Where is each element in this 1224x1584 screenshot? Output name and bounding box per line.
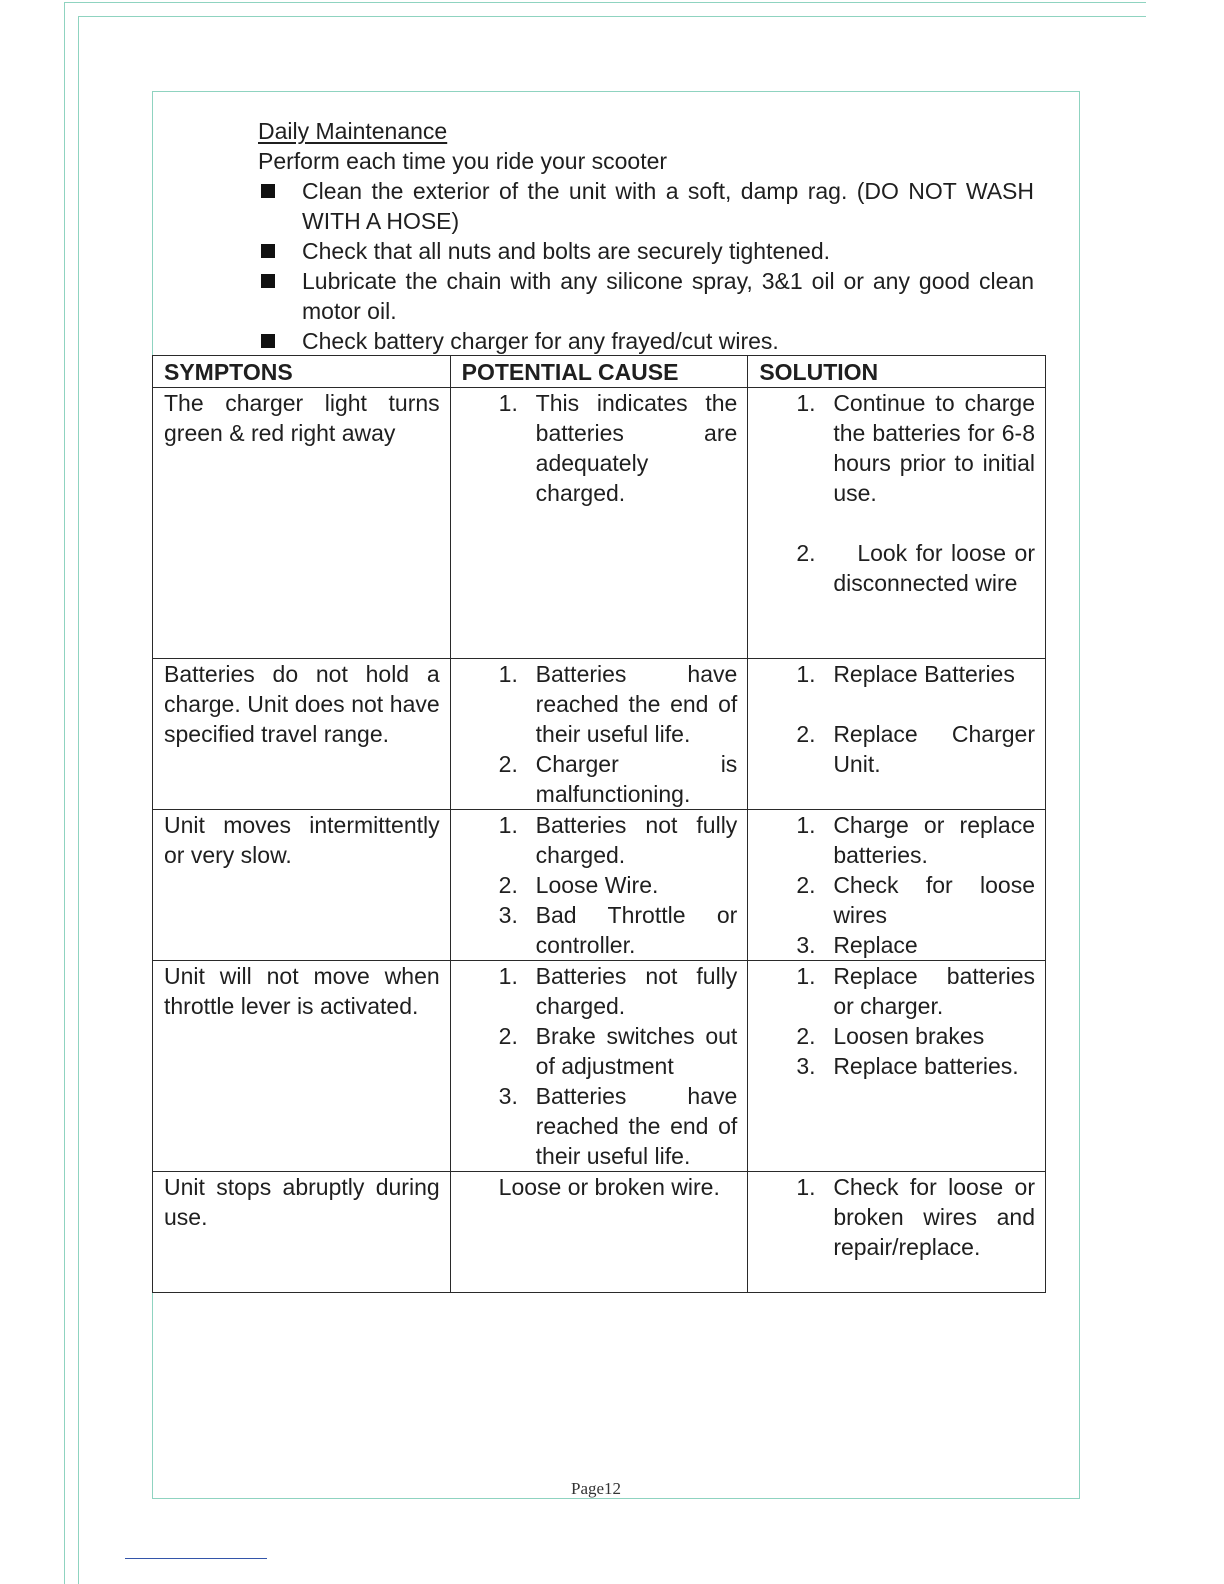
header-potential-cause: POTENTIAL CAUSE xyxy=(450,356,748,388)
left-rule-inner xyxy=(78,16,79,1584)
symptom-cell: Unit will not move when throttle lever is activated. xyxy=(153,961,451,1172)
troubleshooting-table xyxy=(152,355,1046,1293)
square-bullet-icon xyxy=(258,236,302,266)
cause-cell: Loose or broken wire. xyxy=(450,1172,748,1293)
symptom-cell: Batteries do not hold a charge. Unit does not have specified travel range. xyxy=(153,659,451,810)
table-row xyxy=(153,659,1046,810)
symptom-cell: The charger light turns green & red right away xyxy=(153,388,451,659)
header-solution: SOLUTION xyxy=(748,356,1046,388)
left-rule-outer xyxy=(64,2,65,1584)
table-row xyxy=(153,961,1046,1172)
solution-cell: 1. Continue to charge the batteries for 6-8 hours prior to initial use. 2. Look for loose or disconnected wire xyxy=(748,388,1046,659)
inner-top-rule xyxy=(78,16,1146,17)
cause-cell: 1. Batteries not fully charged. 2. Brake switches out of adjustment 3. Batteries have reached the end of their useful life. xyxy=(450,961,748,1172)
square-bullet-icon xyxy=(258,266,302,326)
symptom-cell: Unit moves intermittently or very slow. xyxy=(153,810,451,961)
top-rule xyxy=(64,2,1146,3)
symptom-cell: Unit stops abruptly during use. xyxy=(153,1172,451,1293)
square-bullet-icon xyxy=(258,176,302,236)
section-intro: Perform each time you ride your scooter xyxy=(258,148,668,174)
page-number: Page12 xyxy=(571,1479,622,1498)
list-item: Clean the exterior of the unit with a soft, damp rag. (DO NOT WASH WITH A HOSE) xyxy=(258,176,1034,236)
cause-cell: 1. Batteries have reached the end of their useful life. 2. Charger is malfunctioning. xyxy=(450,659,748,810)
solution-cell: 1. Replace batteries or charger. 2. Loosen brakes 3. Replace batteries. xyxy=(748,961,1046,1172)
table-row xyxy=(153,810,1046,961)
footnote-rule xyxy=(125,1558,267,1559)
list-item: Check that all nuts and bolts are securely tightened. xyxy=(258,236,1034,266)
cause-cell: 1. Batteries not fully charged. 2. Loose Wire. 3. Bad Throttle or controller. xyxy=(450,810,748,961)
cause-cell: 1. This indicates the batteries are adequately charged. xyxy=(450,388,748,659)
table-header-row xyxy=(153,356,1046,388)
table-row xyxy=(153,388,1046,659)
solution-cell: 1. Replace Batteries 2. Replace Charger Unit. xyxy=(748,659,1046,810)
list-item: Check battery charger for any frayed/cut wires. xyxy=(258,326,1034,356)
table-row xyxy=(153,1172,1046,1293)
list-item: Lubricate the chain with any silicone spray, 3&1 oil or any good clean motor oil. xyxy=(258,266,1034,326)
header-symptoms: SYMPTONS xyxy=(153,356,451,388)
square-bullet-icon xyxy=(258,326,302,356)
solution-cell: 1. Charge or replace batteries. 2. Check for loose wires 3. Replace xyxy=(748,810,1046,961)
section-title: Daily Maintenance xyxy=(258,118,448,144)
solution-cell: 1. Check for loose or broken wires and repair/replace. xyxy=(748,1172,1046,1293)
maintenance-list xyxy=(258,176,1034,356)
